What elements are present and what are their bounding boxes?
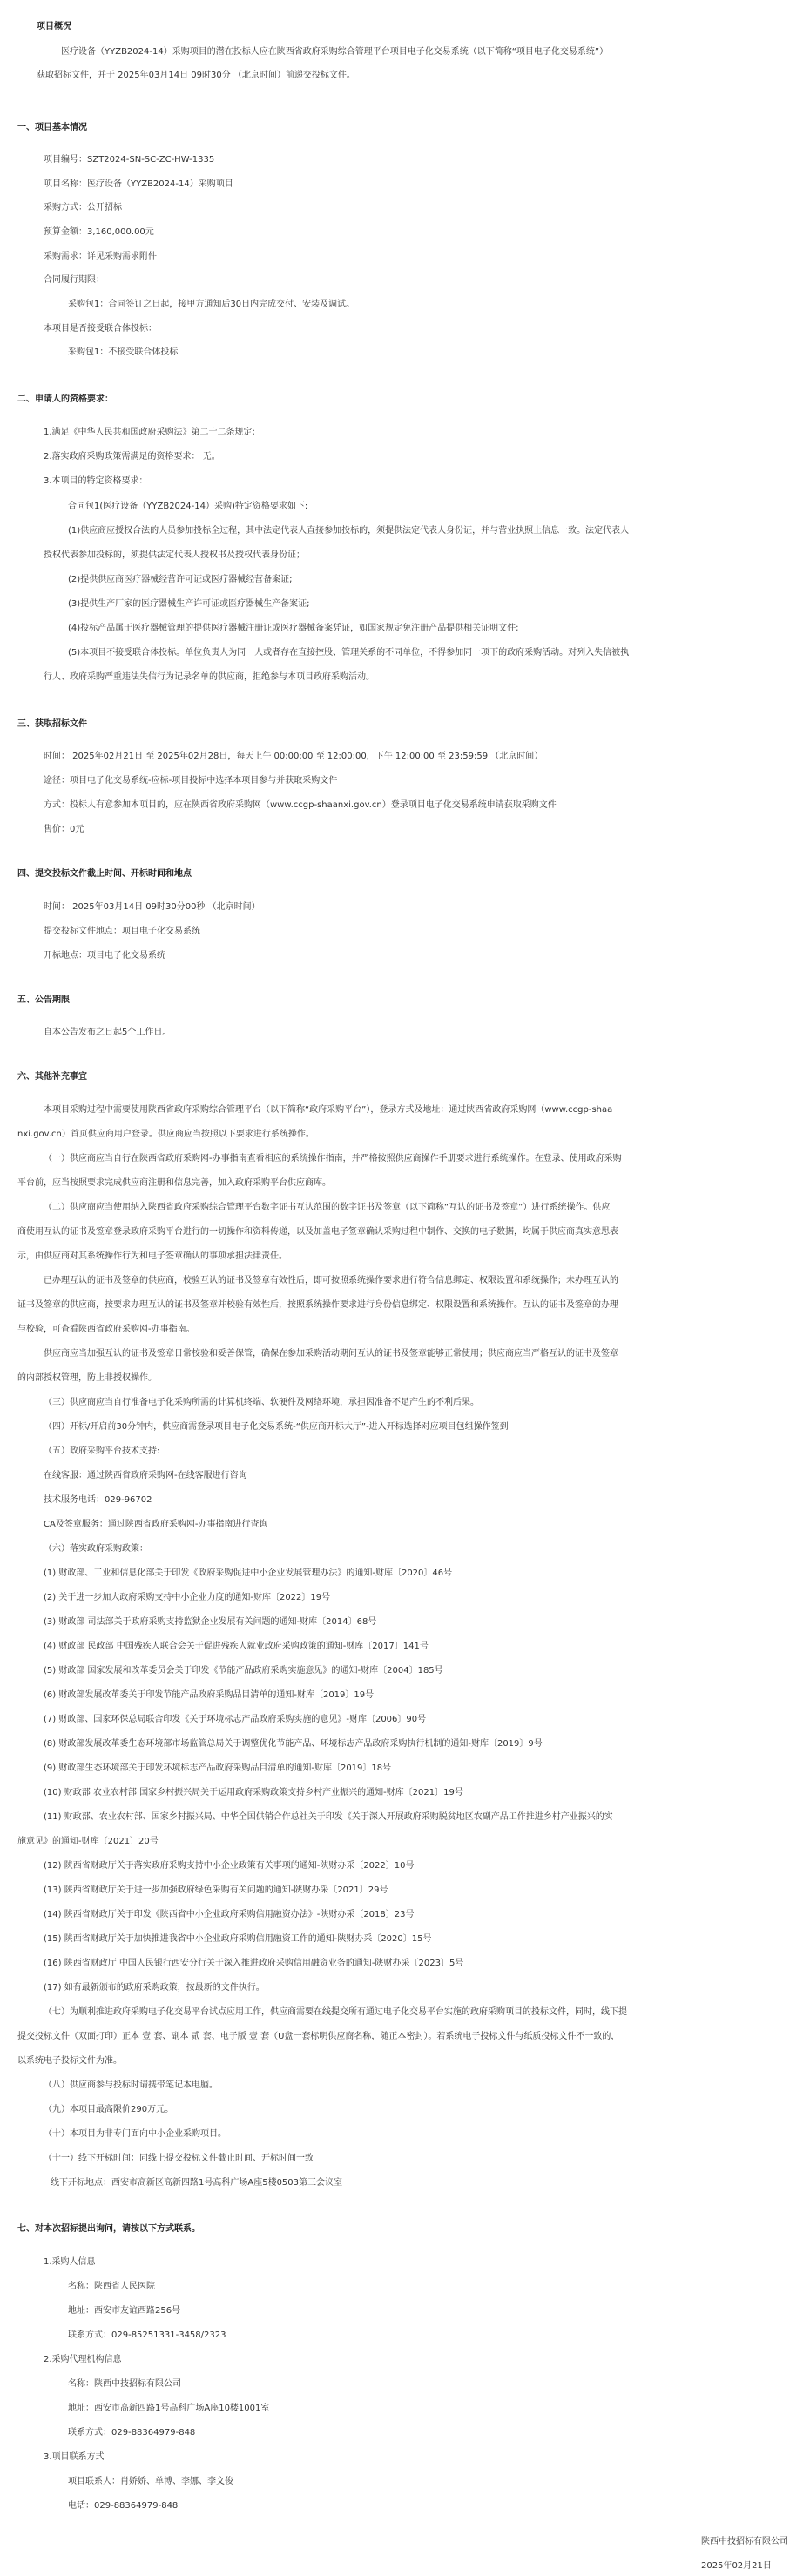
text-line: （十）本项目为非专门面向中小企业采购项目。 xyxy=(44,2129,226,2139)
text-line: 提交投标文件（双面打印）正本 壹 套、副本 贰 套、电子版 壹 套（U盘一套标明供应商名称，随正本密封）。若系统电子投标文件与纸质投标文件不一致的， xyxy=(17,2032,620,2041)
text-line: (12) 陕西省财政厅关于落实政府采购支持中小企业政策有关事项的通知-陕财办采〔2022〕10号 xyxy=(44,1861,415,1871)
text-line: (15) 陕西省财政厅关于加快推进我省中小企业政府采购信用融资工作的通知-陕财办采〔2020〕15号 xyxy=(44,1934,432,1944)
text-line: （五）政府采购平台技术支持: xyxy=(44,1446,160,1456)
text-line: nxi.gov.cn）首页供应商用户登录。供应商应当按照以下要求进行系统操作。 xyxy=(17,1130,314,1139)
text-line: (16) 陕西省财政厅 中国人民银行西安分行关于深入推进政府采购信用融资业务的通知-陕财办采〔2023〕5号 xyxy=(44,1959,464,1968)
text-line: 地址：西安市友谊西路256号 xyxy=(68,2306,181,2316)
text-line: 3.本项目的特定资格要求： xyxy=(44,476,148,486)
text-line: （九）本项目最高限价290万元。 xyxy=(44,2105,174,2114)
text-line: 在线客服：通过陕西省政府采购网-在线客服进行咨询 xyxy=(44,1471,247,1480)
text-line: （四）开标/开启前30分钟内，供应商需登录项目电子化交易系统-“供应商开标大厅”-进入开标选择对应项目包组操作签到 xyxy=(44,1422,509,1432)
text-line: 时间： 2025年02月21日 至 2025年02月28日，每天上午 00:00:00 至 12:00:00，下午 12:00:00 至 23:59:59 （北京时间） xyxy=(44,752,543,761)
text-line: (10) 财政部 农业农村部 国家乡村振兴局关于运用政府采购政策支持乡村产业振兴的通知-财库〔2021〕19号 xyxy=(44,1788,463,1797)
text-line: 商使用互认的证书及签章登录政府采购平台进行的一切操作和资料传递，以及加盖电子签章确认采购过程中制作、交换的电子数据，均属于供应商真实意思表 xyxy=(17,1227,618,1237)
text-line: 行人、政府采购严重违法失信行为记录名单的供应商，拒绝参与本项目政府采购活动。 xyxy=(44,672,375,682)
text-line: 1.采购人信息 xyxy=(44,2257,96,2267)
text-line: 1.满足《中华人民共和国政府采购法》第二十二条规定; xyxy=(44,428,255,437)
section-heading: 项目概况 xyxy=(37,22,71,31)
text-line: 示，由供应商对其系统操作行为和电子签章确认的事项承担法律责任。 xyxy=(17,1251,287,1261)
text-line: 2025年02月21日 xyxy=(701,2561,772,2571)
text-line: 与校验，可查看陕西省政府采购网-办事指南。 xyxy=(17,1325,195,1334)
text-line: (5) 财政部 国家发展和改革委员会关于印发《节能产品政府采购实施意见》的通知-财库〔2004〕185号 xyxy=(44,1666,443,1676)
text-line: (11) 财政部、农业农村部、国家乡村振兴局、中华全国供销合作总社关于印发《关于深入开展政府采购脱贫地区农副产品工作推进乡村产业振兴的实 xyxy=(44,1812,613,1822)
text-line: (6) 财政部发展改革委关于印发节能产品政府采购品目清单的通知-财库〔2019〕19号 xyxy=(44,1690,375,1700)
text-line: 项目联系人：肖娇娇、单博、李娜、李文俊 xyxy=(68,2477,233,2486)
text-line: 技术服务电话：029-96702 xyxy=(44,1495,152,1505)
text-line: 联系方式：029-88364979-848 xyxy=(68,2428,196,2438)
text-line: (3)提供生产厂家的医疗器械生产许可证或医疗器械生产备案证; xyxy=(68,599,310,609)
text-line: 医疗设备（YYZB2024-14）采购项目的潜在投标人应在陕西省政府采购综合管理平台项目电子化交易系统（以下简称“项目电子化交易系统”） xyxy=(61,47,609,57)
text-line: (13) 陕西省财政厅关于进一步加强政府绿色采购有关问题的通知-陕财办采〔2021〕29号 xyxy=(44,1885,388,1895)
text-line: 已办理互认的证书及签章的供应商，校验互认的证书及签章有效性后，即可按照系统操作要求进行符合信息绑定、权限设置和系统操作；未办理互认的 xyxy=(44,1276,618,1285)
text-line: 采购包1：合同签订之日起，接甲方通知后30日内完成交付、安装及调试。 xyxy=(68,300,355,309)
section-heading: 五、公告期限 xyxy=(17,995,70,1005)
section-heading: 二、申请人的资格要求： xyxy=(17,394,113,404)
text-line: 本项目是否接受联合体投标： xyxy=(44,324,157,334)
text-line: 地址：西安市高新四路1号高科广场A座10楼1001室 xyxy=(68,2404,270,2413)
text-line: 采购包1：不接受联合体投标 xyxy=(68,347,179,357)
text-line: 本项目采购过程中需要使用陕西省政府采购综合管理平台（以下简称“政府采购平台”），登录方式及地址：通过陕西省政府采购网（www.ccgp-shaa xyxy=(44,1105,613,1115)
text-line: （六）落实政府采购政策： xyxy=(44,1544,148,1554)
text-line: (4)投标产品属于医疗器械管理的提供医疗器械注册证或医疗器械备案凭证，如国家规定免注册产品提供相关证明文件; xyxy=(68,624,519,633)
text-line: 合同包1(医疗设备（YYZB2024-14）采购)特定资格要求如下: xyxy=(68,502,308,511)
section-heading: 一、项目基本情况 xyxy=(17,123,87,132)
text-line: 2.落实政府采购政策需满足的资格要求： 无。 xyxy=(44,452,220,462)
text-line: 采购需求：详见采购需求附件 xyxy=(44,252,157,261)
text-line: （二）供应商应当使用纳入陕西省政府采购综合管理平台数字证书互认范围的数字证书及签章（以下简称“互认的证书及签章”）进行系统操作。供应 xyxy=(44,1203,611,1212)
text-line: 采购方式：公开招标 xyxy=(44,203,122,212)
text-line: 陕西中技招标有限公司 xyxy=(701,2537,788,2546)
text-line: 合同履行期限： xyxy=(44,275,105,285)
text-line: 以系统电子投标文件为准。 xyxy=(17,2056,122,2066)
section-heading: 七、对本次招标提出询问，请按以下方式联系。 xyxy=(17,2224,200,2234)
text-line: 项目编号：SZT2024-SN-SC-ZC-HW-1335 xyxy=(44,155,215,165)
text-line: 名称：陕西中技招标有限公司 xyxy=(68,2379,181,2389)
text-line: (5)本项目不接受联合体投标。单位负责人为同一人或者存在直接控股、管理关系的不同单位，不得参加同一项下的政府采购活动。对列入失信被执 xyxy=(68,648,630,657)
text-line: 线下开标地点：西安市高新区高新四路1号高科广场A座5楼0503第三会议室 xyxy=(51,2178,343,2188)
text-line: 平台前，应当按照要求完成供应商注册和信息完善，加入政府采购平台供应商库。 xyxy=(17,1178,331,1188)
text-line: 获取招标文件，并于 2025年03月14日 09时30分 （北京时间）前递交投标文件。 xyxy=(37,71,355,80)
text-line: 3.项目联系方式 xyxy=(44,2452,105,2462)
text-line: （一）供应商应当自行在陕西省政府采购网-办事指南查看相应的系统操作指南，并严格按照供应商操作手册要求进行系统操作。在登录、使用政府采购 xyxy=(44,1154,622,1163)
text-line: (2) 关于进一步加大政府采购支持中小企业力度的通知-财库〔2022〕19号 xyxy=(44,1593,331,1602)
text-line: 自本公告发布之日起5个工作日。 xyxy=(44,1028,172,1037)
section-heading: 六、其他补充事宜 xyxy=(17,1072,87,1082)
text-line: （三）供应商应当自行准备电子化采购所需的计算机终端、软硬件及网络环境，承担因准备不足产生的不利后果。 xyxy=(44,1398,479,1407)
text-line: （十一）线下开标时间：同线上提交投标文件截止时间、开标时间一致 xyxy=(44,2154,314,2163)
text-line: 提交投标文件地点：项目电子化交易系统 xyxy=(44,927,200,936)
text-line: (8) 财政部发展改革委生态环境部市场监管总局关于调整优化节能产品、环境标志产品政府采购执行机制的通知-财库〔2019〕9号 xyxy=(44,1739,543,1749)
text-line: （八）供应商参与投标时请携带笔记本电脑。 xyxy=(44,2080,218,2090)
text-line: (14) 陕西省财政厅关于印发《陕西省中小企业政府采购信用融资办法》-陕财办采〔2018〕23号 xyxy=(44,1910,415,1919)
text-line: （七）为顺利推进政府采购电子化交易平台试点应用工作，供应商需要在线提交所有通过电子化交易平台实施的政府采购项目的投标文件，同时，线下提 xyxy=(44,2007,627,2017)
text-line: (9) 财政部生态环境部关于印发环境标志产品政府采购品目清单的通知-财库〔2019〕18号 xyxy=(44,1763,392,1773)
text-line: 证书及签章的供应商，按要求办理互认的证书及签章并校验有效性后，按照系统操作要求进行身份信息绑定、权限设置和系统操作。互认的证书及签章的办理 xyxy=(17,1300,618,1310)
text-line: (17) 如有最新颁布的政府采购政策，按最新的文件执行。 xyxy=(44,1983,265,1993)
text-line: 电话：029-88364979-848 xyxy=(68,2501,179,2511)
text-line: 方式：投标人有意参加本项目的，应在陕西省政府采购网（www.ccgp-shaanxi.gov.cn）登录项目电子化交易系统申请获取采购文件 xyxy=(44,800,557,810)
section-heading: 三、获取招标文件 xyxy=(17,719,87,729)
section-heading: 四、提交投标文件截止时间、开标时间和地点 xyxy=(17,869,192,879)
text-line: (1) 财政部、工业和信息化部关于印发《政府采购促进中小企业发展管理办法》的通知-财库〔2020〕46号 xyxy=(44,1568,453,1578)
text-line: 2.采购代理机构信息 xyxy=(44,2355,122,2364)
text-line: 授权代表参加投标的，须提供法定代表人授权书及授权代表身份证； xyxy=(44,550,305,560)
text-line: 时间： 2025年03月14日 09时30分00秒 （北京时间） xyxy=(44,902,260,912)
text-line: (1)供应商应授权合法的人员参加投标全过程，其中法定代表人直接参加投标的，须提供法定代表人身份证，并与营业执照上信息一致。法定代表人 xyxy=(68,526,630,536)
text-line: (7) 财政部、国家环保总局联合印发《关于环境标志产品政府采购实施的意见》-财库〔2006〕90号 xyxy=(44,1715,427,1724)
text-line: 的内部授权管理，防止非授权操作。 xyxy=(17,1373,157,1383)
text-line: 售价：0元 xyxy=(44,825,84,834)
text-line: (4) 财政部 民政部 中国残疾人联合会关于促进残疾人就业政府采购政策的通知-财库〔2017〕141号 xyxy=(44,1642,429,1651)
text-line: 施意见》的通知-财库〔2021〕20号 xyxy=(17,1837,159,1846)
text-line: 开标地点：项目电子化交易系统 xyxy=(44,951,165,961)
text-line: (2)提供供应商医疗器械经营许可证或医疗器械经营备案证; xyxy=(68,575,293,584)
text-line: 途径：项目电子化交易系统-应标-项目投标中选择本项目参与并获取采购文件 xyxy=(44,776,338,786)
text-line: 供应商应当加强互认的证书及签章日常校验和妥善保管，确保在参加采购活动期间互认的证书及签章能够正常使用；供应商应当严格互认的证书及签章 xyxy=(44,1349,618,1359)
text-line: 联系方式：029-85251331-3458/2323 xyxy=(68,2330,226,2340)
text-line: 项目名称：医疗设备（YYZB2024-14）采购项目 xyxy=(44,179,233,189)
text-line: 名称：陕西省人民医院 xyxy=(68,2282,155,2291)
text-line: CA及签章服务：通过陕西省政府采购网-办事指南进行查询 xyxy=(44,1520,268,1529)
text-line: 预算金额：3,160,000.00元 xyxy=(44,227,154,237)
text-line: (3) 财政部 司法部关于政府采购支持监狱企业发展有关问题的通知-财库〔2014〕68号 xyxy=(44,1617,377,1627)
